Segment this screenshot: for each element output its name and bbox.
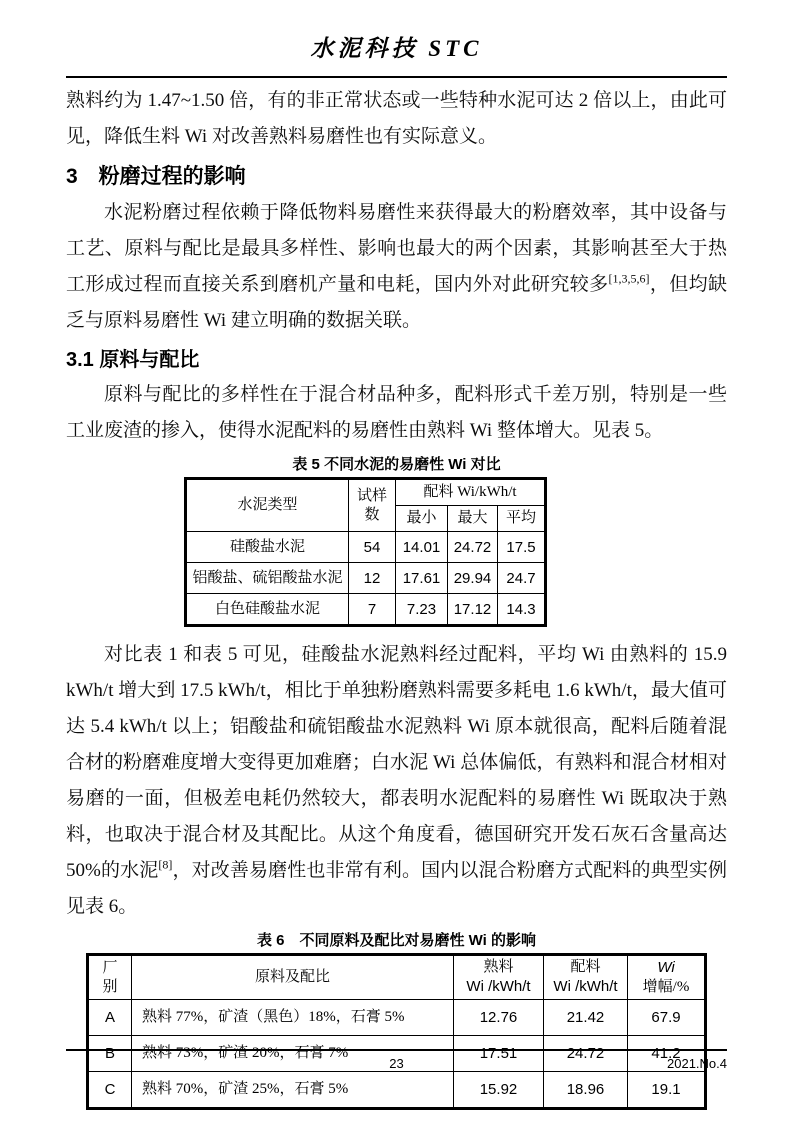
header-rule [66, 76, 727, 78]
header-line: 配料 [570, 959, 601, 975]
table5-row [186, 563, 546, 594]
section-heading-3: 3 粉磨过程的影响 [66, 165, 246, 188]
cell-wi-avg: 24.7 [498, 563, 546, 594]
footer-rule [66, 1049, 727, 1051]
cell-wi-increase: 41.2 [628, 1036, 706, 1072]
header-line: Wi [657, 959, 675, 976]
cell-sample-count: 12 [349, 563, 396, 594]
page-content [66, 0, 727, 1110]
issue-number: 2021.No.4 [667, 1056, 727, 1071]
table5 [184, 477, 547, 627]
table6 [86, 953, 707, 1110]
cell-wi-min: 14.01 [396, 532, 448, 563]
cell-clinker-wi: 17.51 [454, 1036, 544, 1072]
cell-wi-avg: 17.5 [498, 532, 546, 563]
table6-col-wi-increase [628, 955, 706, 1000]
table5-header-row [186, 479, 546, 506]
cell-cement-type: 硅酸盐水泥 [186, 532, 349, 563]
cell-wi-increase: 19.1 [628, 1072, 706, 1109]
cell-sample-count: 7 [349, 594, 396, 626]
cell-batch-wi: 18.96 [544, 1072, 628, 1109]
cell-mix: 熟料 77%，矿渣（黑色）18%，石膏 5% [132, 1000, 454, 1036]
page-number: 23 [389, 1056, 404, 1071]
cell-wi-avg: 14.3 [498, 594, 546, 626]
cell-wi-min: 17.61 [396, 563, 448, 594]
paragraph-materials: 原料与配比的多样性在于混合材品种多，配料形式千差万别，特别是一些工业废渣的掺入，使得水泥配料的易磨性由熟料 Wi 整体增大。见表 5。 [66, 384, 727, 441]
cell-mix: 熟料 70%，矿渣 25%，石膏 5% [132, 1072, 454, 1109]
table6-col-mix: 原料及配比 [132, 955, 454, 1000]
header-line: 别 [102, 978, 118, 995]
cell-sample-count: 54 [349, 532, 396, 563]
paragraph-segment: ，但均缺乏与原料易磨性 Wi 建立明确的数据关联。 [66, 274, 727, 331]
cell-wi-increase: 67.9 [628, 1000, 706, 1036]
paragraph-comparison [66, 637, 727, 925]
cell-batch-wi: 21.42 [544, 1000, 628, 1036]
table5-col-avg: 平均 [498, 506, 546, 532]
cell-wi-max: 29.94 [448, 563, 498, 594]
paragraph-segment: ，对改善易磨性也非常有利。国内以混合粉磨方式配料的典型实例见表 6。 [66, 860, 727, 917]
cell-cement-type: 铝酸盐、硫铝酸盐水泥 [186, 563, 349, 594]
header-line: 熟料 [483, 959, 514, 975]
table5-row [186, 532, 546, 563]
table5-col-max: 最大 [448, 506, 498, 532]
table6-row [88, 1072, 706, 1109]
table6-row [88, 1000, 706, 1036]
table6-col-plant [88, 955, 132, 1000]
paragraph-continued: 熟料约为 1.47~1.50 倍，有的非正常状态或一些特种水泥可达 2 倍以上，由此可见，降低生料 Wi 对改善熟料易磨性也有实际意义。 [66, 90, 727, 147]
cell-batch-wi: 24.72 [544, 1036, 628, 1072]
header-line: 厂 [102, 959, 118, 976]
table5-col-min: 最小 [396, 506, 448, 532]
header-line: 增幅/% [642, 979, 690, 995]
table6-col-batch-wi [544, 955, 628, 1000]
header-line: Wi /kWh/t [553, 978, 618, 995]
cell-clinker-wi: 12.76 [454, 1000, 544, 1036]
table6-header-row [88, 955, 706, 1000]
cell-clinker-wi: 15.92 [454, 1072, 544, 1109]
cell-cement-type: 白色硅酸盐水泥 [186, 594, 349, 626]
table5-col-sample-count: 试样数 [349, 479, 396, 532]
cell-mix: 熟料 73%，矿渣 20%，石膏 7% [132, 1036, 454, 1072]
paragraph-segment: 水泥粉磨过程依赖于降低物料易磨性来获得最大的粉磨效率，其中设备与工艺、原料与配比是最具多样性、影响也最大的两个因素，其影响甚至大于热工形成过程而直接关系到磨机产量和电耗，国内外对此研究较多 [66, 202, 727, 295]
table5-caption: 表 5 不同水泥的易磨性 Wi 对比 [292, 456, 501, 473]
table5-row [186, 594, 546, 626]
table5-col-group-wi: 配料 Wi/kWh/t [396, 479, 546, 506]
cell-wi-min: 7.23 [396, 594, 448, 626]
journal-title: 水泥科技 STC [310, 36, 483, 61]
paragraph-segment: 对比表 1 和表 5 可见，硅酸盐水泥熟料经过配料，平均 Wi 由熟料的 15.9 kWh/t 增大到 17.5 kWh/t，相比于单独粉磨熟料需要多耗电 1.6 kWh/t，最大值可达 5.4 kWh/t 以上；铝酸盐和硫铝酸盐水泥熟料 Wi 原本就很高，配料后随着混合材的粉磨难度增大变得更加难磨；白水泥 Wi 总体偏低，有熟料和混合材相对易磨的一面，但极差电耗仍然较大，都表明水泥配料的易磨性 Wi 既取决于熟料，也取决于混合材及其配比。从这个角度看，德国研究开发石灰石含量高达 50%的水泥 [66, 644, 727, 881]
table6-col-clinker-wi [454, 955, 544, 1000]
table5-col-cement-type: 水泥类型 [186, 479, 349, 532]
citation-ref-8: [8] [158, 857, 173, 872]
cell-wi-max: 17.12 [448, 594, 498, 626]
table6-caption: 表 6 不同原料及配比对易磨性 Wi 的影响 [256, 932, 537, 949]
header-line: Wi /kWh/t [466, 978, 531, 995]
section-heading-3-1: 3.1 原料与配比 [66, 349, 200, 371]
citation-ref-1356: [1,3,5,6] [608, 271, 650, 286]
cell-plant: A [88, 1000, 132, 1036]
cell-plant: C [88, 1072, 132, 1109]
cell-wi-max: 24.72 [448, 532, 498, 563]
paragraph-grinding-process [66, 195, 727, 339]
cell-plant: B [88, 1036, 132, 1072]
